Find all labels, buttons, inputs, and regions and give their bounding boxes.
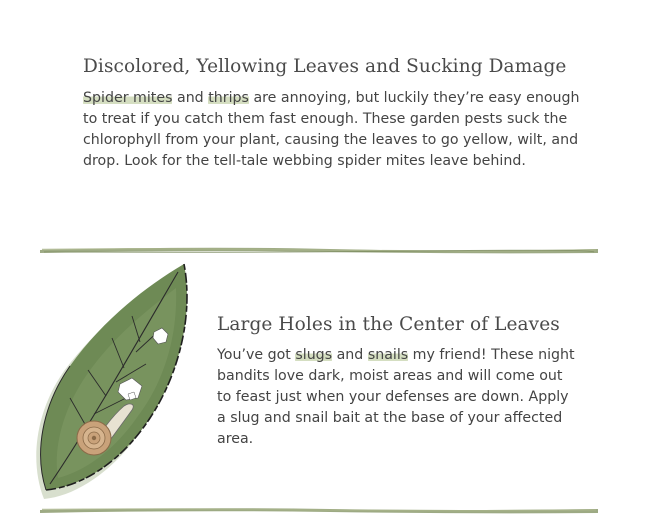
body-text-segment: my friend! These night bandits love dark, moist areas and will come out to feast just when your defenses are down. Apply a slug and snail bait at the base of your affected area.: [217, 347, 575, 447]
highlight-slugs: slugs: [295, 347, 333, 363]
brush-divider: [0, 504, 648, 516]
leaf-with-snail-icon: [28, 258, 198, 503]
section-body-large-holes: [217, 345, 577, 450]
brush-divider: [0, 240, 648, 260]
section-body-yellowing-leaves: [83, 88, 583, 172]
section-title-yellowing-leaves: Discolored, Yellowing Leaves and Sucking Damage: [83, 56, 567, 77]
body-text-segment: and: [332, 347, 368, 363]
highlight-snails: snails: [367, 347, 409, 363]
body-text-segment: and: [172, 90, 209, 106]
body-text-segment: You’ve got: [217, 347, 296, 363]
highlight-spider-mites: Spider mites: [83, 90, 173, 106]
section-title-large-holes: Large Holes in the Center of Leaves: [217, 314, 560, 335]
body-text-segment: are annoying, but luckily they’re easy enough to treat if you catch them fast enough. These garden pests suck the chlorophyll from your plant, causing the leaves to go yellow, wilt, and drop. Look for the tell-tale webbing spider mites leave behind.: [83, 90, 580, 169]
highlight-thrips: thrips: [208, 90, 249, 106]
